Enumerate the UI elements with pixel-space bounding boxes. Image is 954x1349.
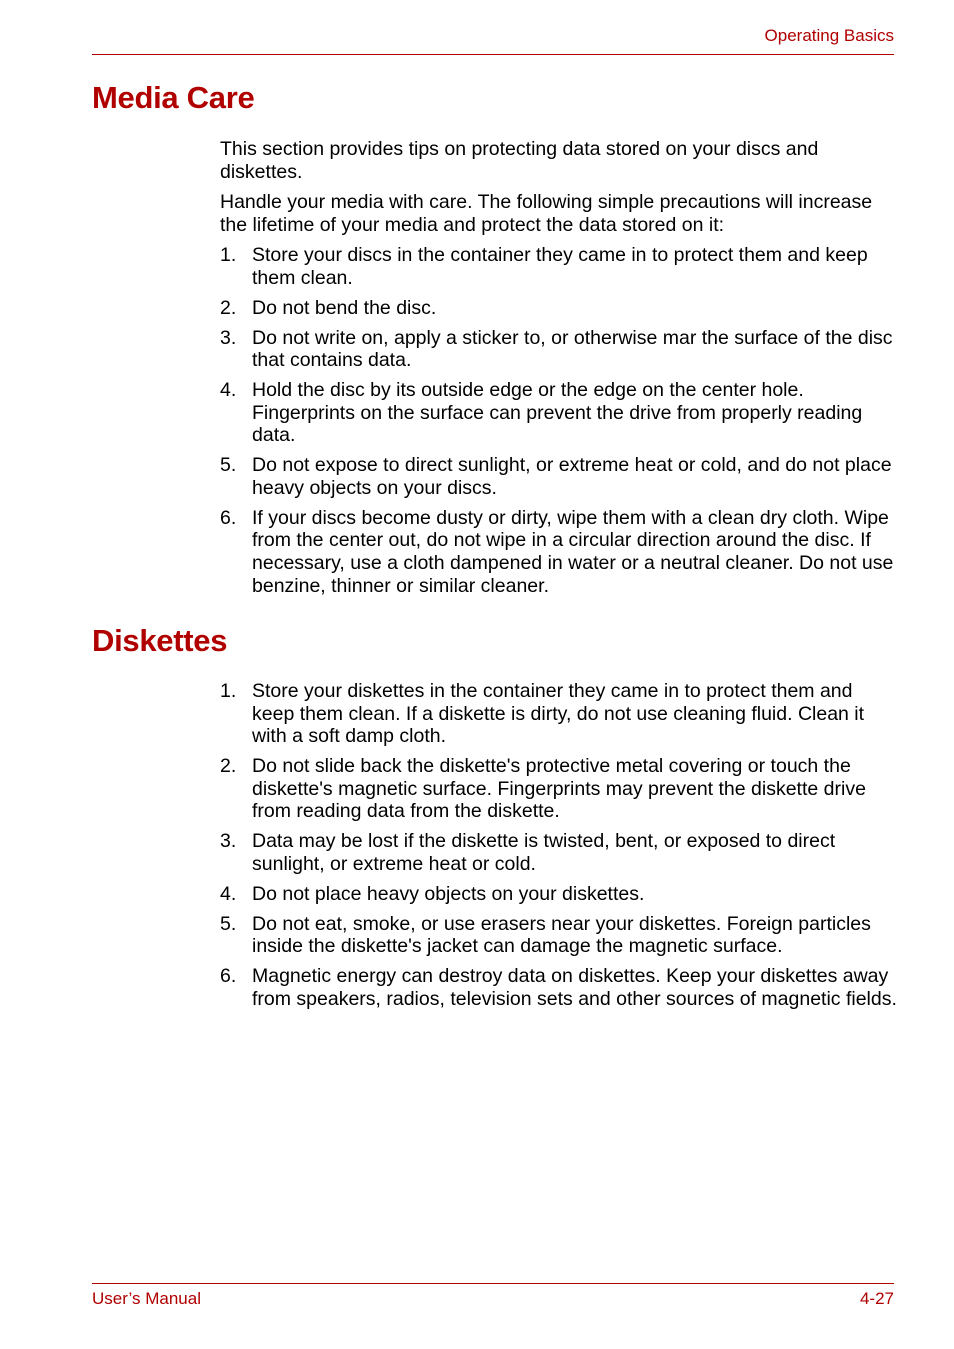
list-number: 6. (220, 506, 237, 529)
header-rule (92, 54, 894, 55)
list-number: 6. (220, 965, 237, 988)
list-item (220, 454, 900, 499)
list-number: 2. (220, 296, 237, 319)
footer-manual-title: User’s Manual (92, 1289, 201, 1308)
list-text: If your discs become dusty or dirty, wipe them with a clean dry cloth. Wipe from the center out, do not wipe in a circular direction around the disc. If necessary, use a cloth dampened in water or a neutral cleaner. Do not use benzine, thinner or similar cleaner. (252, 506, 894, 597)
diskettes-list (220, 680, 900, 1010)
list-item (220, 913, 900, 958)
list-item (220, 244, 900, 289)
list-number: 5. (220, 912, 237, 935)
list-item (220, 965, 900, 1010)
list-number: 3. (220, 830, 237, 853)
list-item (220, 883, 900, 906)
media-care-body (220, 138, 900, 604)
list-item (220, 507, 900, 597)
intro-paragraph: This section provides tips on protecting data stored on your discs and diskettes. (220, 138, 819, 183)
section-title-media-care: Media Care (92, 80, 255, 115)
list-text: Do not write on, apply a sticker to, or otherwise mar the surface of the disc that contains data. (252, 326, 893, 372)
list-text: Do not expose to direct sunlight, or extreme heat or cold, and do not place heavy objects on your discs. (252, 454, 892, 499)
list-number: 3. (220, 326, 237, 349)
list-text: Do not slide back the diskette's protective metal covering or touch the diskette's magnetic surface. Fingerprints may prevent the diskette drive from reading data from the diskette. (252, 755, 866, 823)
list-item (220, 297, 900, 320)
list-item (220, 327, 900, 372)
list-text: Store your diskettes in the container they came in to protect them and keep them clean. If a diskette is dirty, do not use cleaning fluid. Clean it with a soft damp cloth. (252, 680, 865, 748)
footer-rule (92, 1283, 894, 1284)
list-item (220, 379, 900, 447)
list-number: 5. (220, 454, 237, 477)
list-text: Do not place heavy objects on your diskettes. (252, 882, 645, 905)
section-title-diskettes: Diskettes (92, 623, 228, 658)
list-number: 1. (220, 244, 237, 267)
list-text: Store your discs in the container they came in to protect them and keep them clean. (252, 244, 868, 289)
list-number: 2. (220, 755, 237, 778)
list-item (220, 680, 900, 748)
list-item (220, 830, 900, 875)
list-number: 4. (220, 882, 237, 905)
page-number: 4-27 (859, 1289, 894, 1308)
list-text: Do not bend the disc. (252, 296, 437, 319)
list-number: 1. (220, 680, 237, 702)
list-item (220, 755, 900, 823)
diskettes-body (220, 680, 900, 1018)
list-text: Data may be lost if the diskette is twisted, bent, or exposed to direct sunlight, or extreme heat or cold. (252, 830, 836, 875)
list-text: Magnetic energy can destroy data on diskettes. Keep your diskettes away from speakers, radios, television sets and other sources of magnetic fields. (252, 965, 897, 1010)
media-care-list (220, 244, 900, 597)
intro-paragraph: Handle your media with care. The following simple precautions will increase the lifetime of your media and protect the data stored on it: (220, 191, 873, 236)
list-text: Hold the disc by its outside edge or the edge on the center hole. Fingerprints on the surface can prevent the drive from properly reading data. (252, 379, 863, 447)
list-text: Do not eat, smoke, or use erasers near your diskettes. Foreign particles inside the diskette's jacket can damage the magnetic surface. (252, 912, 871, 958)
list-number: 4. (220, 379, 237, 402)
running-header: Operating Basics (764, 26, 894, 45)
